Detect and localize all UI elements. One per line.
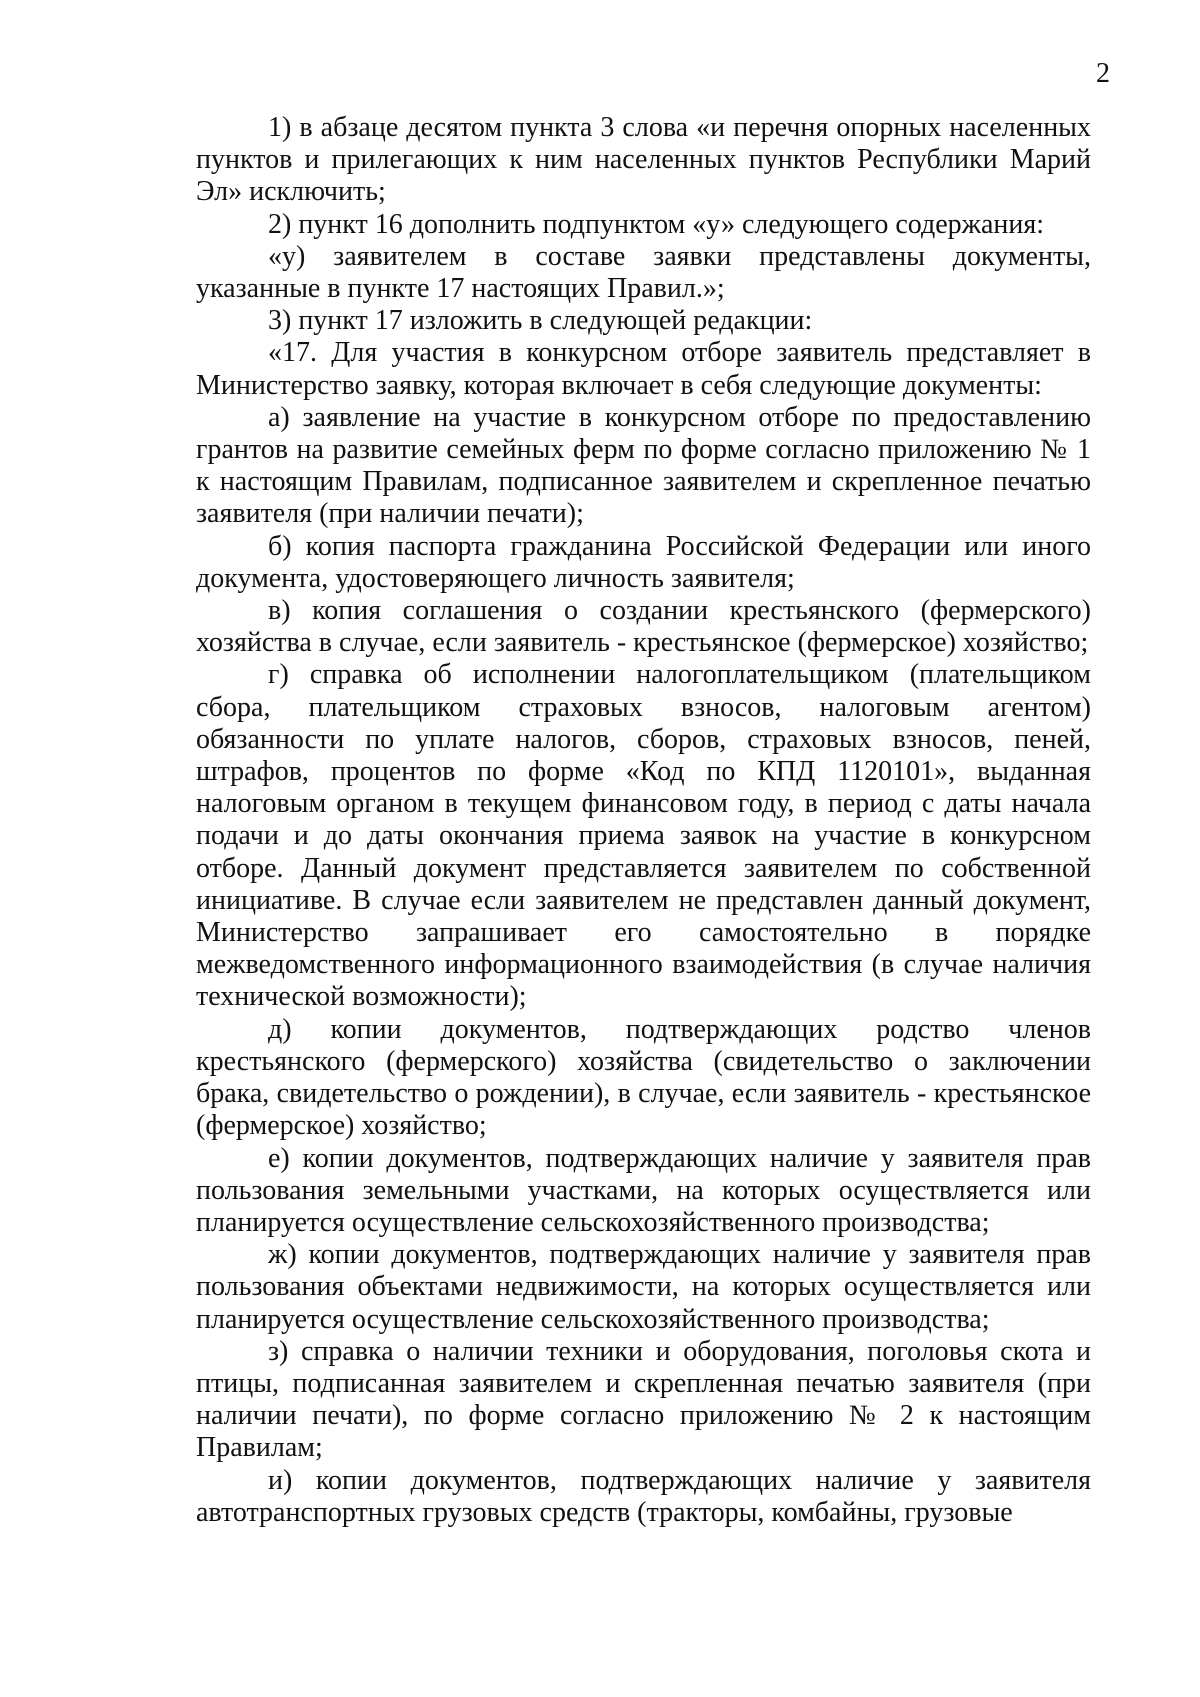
paragraph-item-3: 3) пункт 17 изложить в следующей редакции: — [268, 305, 813, 337]
paragraph-sub-b: б) копия паспорта гражданина Российской Федерации или иного документа, удостоверяющего личность заявителя; — [196, 530, 1091, 594]
paragraph-sub-zh: ж) копии документов, подтверждающих наличие у заявителя прав пользования объектами недвижимости, на которых осуществляется или планируется осуществление сельскохозяйственного производства; — [196, 1239, 1091, 1335]
paragraph-item-1: 1) в абзаце десятом пункта 3 слова «и перечня опорных населенных пунктов и прилегающих к ним населенных пунктов Республики Марий Эл» исключить; — [196, 112, 1091, 208]
paragraph-sub-e: е) копии документов, подтверждающих наличие у заявителя прав пользования земельными участками, на которых осуществляется или планируется осуществление сельскохозяйственного производства; — [196, 1142, 1091, 1238]
paragraph-sub-v: в) копия соглашения о создании крестьянского (фермерского) хозяйства в случае, если заявитель - крестьянское (фермерское) хозяйство; — [196, 595, 1091, 659]
paragraph-sub-i: и) копии документов, подтверждающих наличие у заявителя автотранспортных грузовых средств (тракторы, комбайны, грузовые — [196, 1464, 1091, 1528]
paragraph-item-2: 2) пункт 16 дополнить подпунктом «у» следующего содержания: — [268, 208, 1045, 240]
paragraph-sub-d: д) копии документов, подтверждающих родство членов крестьянского (фермерского) хозяйства (свидетельство о заключении брака, свидетельство о рождении), в случае, если заявитель - крестьянское (фермерское) хозяйство; — [196, 1013, 1091, 1142]
document-body — [196, 112, 1091, 1529]
paragraph-sub-z: з) справка о наличии техники и оборудования, поголовья скота и птицы, подписанная заявителем и скрепленная печатью заявителя (при наличии печати), по форме согласно приложению № 2 к настоящим Правилам; — [196, 1335, 1091, 1464]
paragraph-clause-17: «17. Для участия в конкурсном отборе заявитель представляет в Министерство заявку, которая включает в себя следующие документы: — [196, 337, 1091, 401]
paragraph-sub-g: г) справка об исполнении налогоплательщиком (плательщиком сбора, плательщиком страховых взносов, налоговым агентом) обязанности по уплате налогов, сборов, страховых взносов, пеней, штрафов, процентов по форме «Код по КПД 1120101», выданная налоговым органом в текущем финансовом году, в период с даты начала подачи и до даты окончания приема заявок на участие в конкурсном отборе. Данный документ представляется заявителем по собственной инициативе. В случае если заявителем не представлен данный документ, Министерство запрашивает его самостоятельно в порядке межведомственного информационного взаимодействия (в случае наличия технической возможности); — [196, 659, 1091, 1013]
page-number: 2 — [1096, 58, 1110, 89]
paragraph-sub-a: а) заявление на участие в конкурсном отборе по предоставлению грантов на развитие семейных ферм по форме согласно приложению № 1 к настоящим Правилам, подписанное заявителем и скрепленное печатью заявителя (при наличии печати); — [196, 401, 1091, 530]
paragraph-item-2-sub-u: «у) заявителем в составе заявки представлены документы, указанные в пункте 17 настоящих Правил.»; — [196, 240, 1091, 305]
